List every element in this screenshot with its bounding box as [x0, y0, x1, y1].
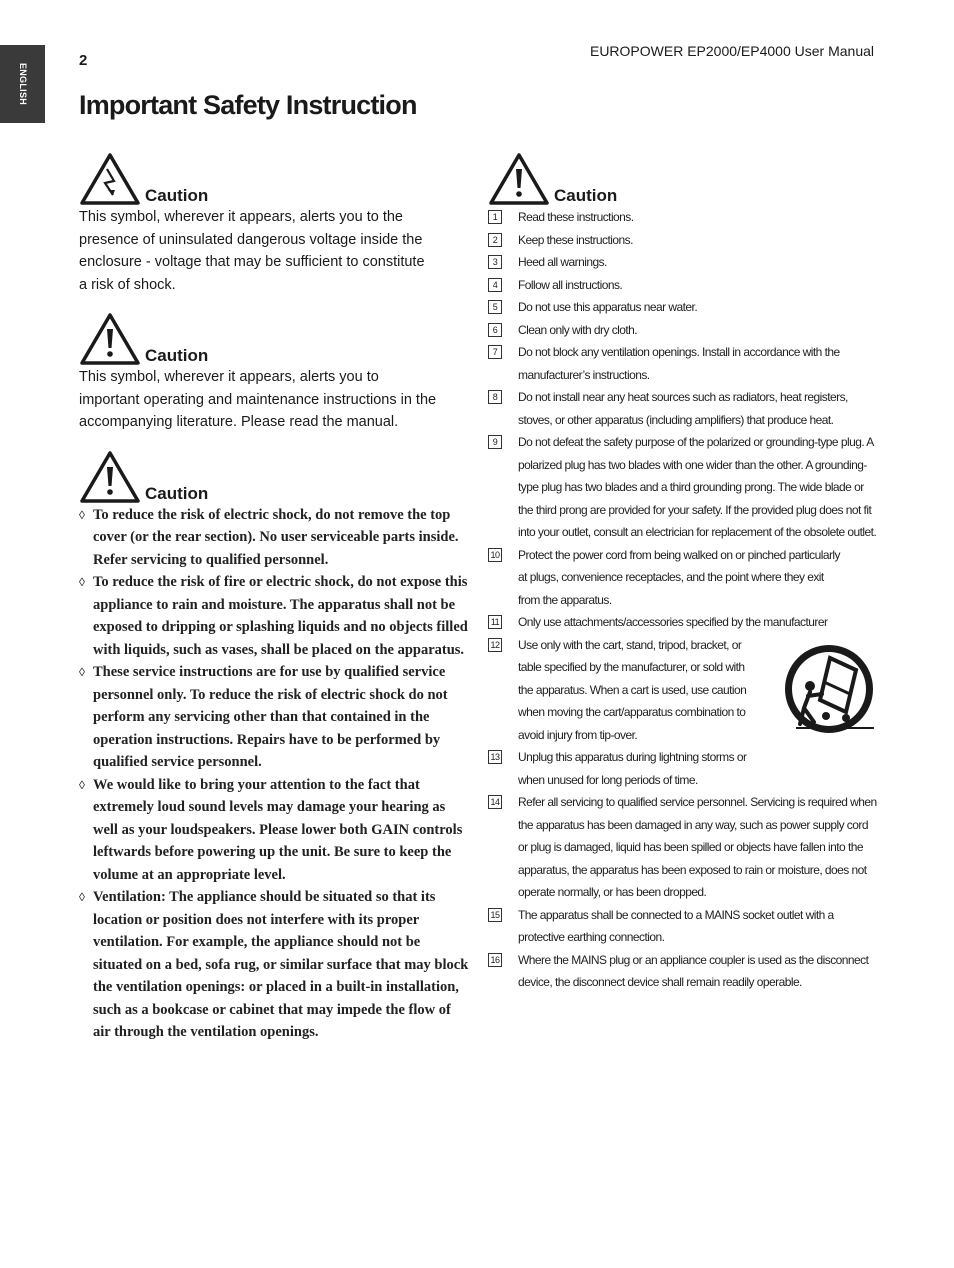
list-item-text: Where the MAINS plug or an appliance coupler is used as the disconnect device, the disconnect device shall remain readily operable.	[518, 952, 869, 989]
list-item	[488, 296, 878, 319]
text-line: presence of uninsulated dangerous voltage inside the	[79, 231, 423, 248]
list-item	[488, 229, 878, 252]
list-item-text: Clean only with dry cloth.	[518, 322, 638, 337]
list-item	[79, 886, 469, 1044]
item-number: 5	[488, 300, 502, 314]
item-number: 8	[488, 390, 502, 404]
language-tab-label: ENGLISH	[17, 62, 28, 106]
list-item	[488, 206, 878, 229]
item-number: 4	[488, 278, 502, 292]
caution-header	[79, 152, 469, 206]
right-column	[488, 152, 878, 994]
list-item-text: Ventilation: The appliance should be situated so that its location or position does not interfere with its proper ventilation. For example, the appliance should not be situated on a bed, sofa rug, or similar surface that may block the ventilation openings: or placed in a built-in installation, such as a bookcase or cabinet that may impede the flow of air through the ventilation openings.	[93, 889, 469, 1040]
item-number: 12	[488, 638, 502, 652]
list-item-text: Follow all instructions.	[518, 277, 623, 292]
list-item-text: To reduce the risk of electric shock, do not remove the top cover (or the rear section). No user serviceable parts inside. Refer servicing to qualified personnel.	[93, 506, 459, 568]
caution-block-shock	[79, 152, 469, 296]
lightning-warning-icon	[79, 152, 141, 206]
diamond-bullet-icon: ◊	[79, 777, 85, 792]
list-item-text: Do not install near any heat sources such as radiators, heat registers, stoves, or other apparatus (including amplifiers) that produce heat.	[518, 390, 848, 427]
diamond-bullet-icon: ◊	[79, 507, 85, 522]
list-item-text: Protect the power cord from being walked on or pinched particularly at plugs, convenience receptacles, and the point where they exit from the apparatus.	[518, 547, 841, 607]
diamond-bullet-icon: ◊	[79, 890, 85, 904]
list-item-text: Unplug this apparatus during lightning storms or when unused for long periods of time.	[518, 750, 747, 787]
list-item-text: Read these instructions.	[518, 210, 634, 224]
exclamation-warning-icon	[79, 450, 141, 504]
list-item	[79, 571, 469, 661]
list-item-text: The apparatus shall be connected to a MAINS socket outlet with a protective earthing connection.	[518, 907, 834, 944]
text-line: This symbol, wherever it appears, alerts you to the	[79, 209, 403, 225]
list-item	[488, 746, 758, 791]
list-item	[488, 431, 878, 544]
list-item	[488, 791, 878, 904]
list-item	[79, 504, 469, 572]
list-item	[488, 544, 848, 612]
item-number: 10	[488, 548, 502, 562]
item-number: 14	[488, 795, 502, 809]
list-item-text: Heed all warnings.	[518, 255, 607, 269]
item-number: 3	[488, 255, 502, 269]
list-item	[488, 634, 758, 747]
language-tab	[0, 45, 45, 123]
text-line: enclosure - voltage that may be sufficient to constitute	[79, 254, 425, 270]
list-item-text: Do not block any ventilation openings. Install in accordance with the manufacturer’s instructions.	[518, 345, 840, 382]
list-item	[79, 774, 469, 887]
exclamation-warning-icon	[488, 152, 550, 206]
item-number: 7	[488, 345, 502, 359]
diamond-bullet-icon: ◊	[79, 575, 85, 589]
item-number: 11	[488, 615, 502, 629]
caution-header	[79, 312, 469, 366]
list-item-text: Keep these instructions.	[518, 232, 633, 247]
list-item-text: Use only with the cart, stand, tripod, bracket, or table specified by the manufacturer, or sold with the apparatus. When a cart is used, use caution when moving the cart/apparatus combination to avoid injury from tip-over.	[518, 637, 747, 742]
list-item	[488, 386, 878, 431]
list-item	[488, 319, 878, 342]
document-title: EUROPOWER EP2000/EP4000 User Manual	[589, 43, 874, 59]
caution-label: Caution	[145, 483, 209, 503]
list-item	[488, 251, 878, 274]
text-line: a risk of shock.	[79, 276, 176, 293]
item-number: 13	[488, 750, 502, 764]
caution-header	[79, 450, 469, 504]
text-line: This symbol, wherever it appears, alerts you to	[79, 369, 379, 385]
caution-text	[79, 206, 469, 296]
list-item-text: Only use attachments/accessories specified by the manufacturer	[518, 615, 828, 629]
caution-label: Caution	[145, 346, 209, 365]
item-number: 16	[488, 953, 502, 967]
caution-label: Caution	[554, 186, 618, 205]
caution-bullet-list	[79, 504, 469, 1044]
item-number: 6	[488, 323, 502, 337]
item-number: 15	[488, 908, 502, 922]
caution-block-manual	[79, 312, 469, 434]
page-number: 2	[79, 52, 88, 69]
caution-label: Caution	[145, 186, 209, 205]
exclamation-warning-icon	[79, 312, 141, 366]
diamond-bullet-icon: ◊	[79, 665, 85, 679]
item-number: 1	[488, 210, 502, 224]
list-item	[488, 341, 878, 386]
list-item-text: We would like to bring your attention to the fact that extremely loud sound levels may damage your hearing as well as your loudspeakers. Please lower both GAIN controls leftwards before powering up the unit. Be sure to keep the volume at an appropriate level.	[93, 776, 463, 883]
left-column	[79, 152, 469, 1044]
caution-text	[79, 366, 469, 434]
list-item-text: Refer all servicing to qualified service personnel. Servicing is required when the apparatus has been damaged in any way, such as power supply cord or plug is damaged, liquid has been spilled or objects have fallen into the apparatus, the apparatus has been exposed to rain or moisture, does not operate normally, or has been dropped.	[518, 795, 877, 899]
list-item-text: These service instructions are for use by qualified service personnel only. To reduce the risk of electric shock do not perform any servicing other than that contained in the operation instructions. Repairs have to be performed by qualified service personnel.	[93, 664, 448, 770]
list-item	[488, 904, 878, 949]
list-item	[79, 661, 469, 774]
item-number: 2	[488, 233, 502, 247]
list-item-text: Do not defeat the safety purpose of the polarized or grounding-type plug. A polarized plug has two blades with one wider than the other. A grounding-type plug has two blades and a third grounding prong. The wide blade or the third prong are provided for your safety. If the provided plug does not fit into your outlet, consult an electrician for replacement of the obsolete outlet.	[518, 435, 877, 539]
caution-header	[488, 152, 878, 206]
list-item	[488, 611, 878, 634]
text-line: accompanying literature. Please read the manual.	[79, 414, 399, 430]
cart-tip-over-warning-icon	[782, 642, 876, 736]
list-item	[488, 949, 878, 994]
item-number: 9	[488, 435, 502, 449]
list-item-text: To reduce the risk of fire or electric shock, do not expose this appliance to rain and moisture. The apparatus shall not be exposed to dripping or splashing liquids and no objects filled with liquids, such as vases, shall be placed on the apparatus.	[93, 574, 468, 658]
text-line: important operating and maintenance instructions in the	[79, 391, 437, 408]
caution-block-list	[79, 450, 469, 1044]
list-item	[488, 274, 878, 297]
page-title: Important Safety Instruction	[79, 90, 417, 120]
numbered-instruction-list	[488, 206, 878, 994]
list-item-text: Do not use this apparatus near water.	[518, 300, 698, 314]
